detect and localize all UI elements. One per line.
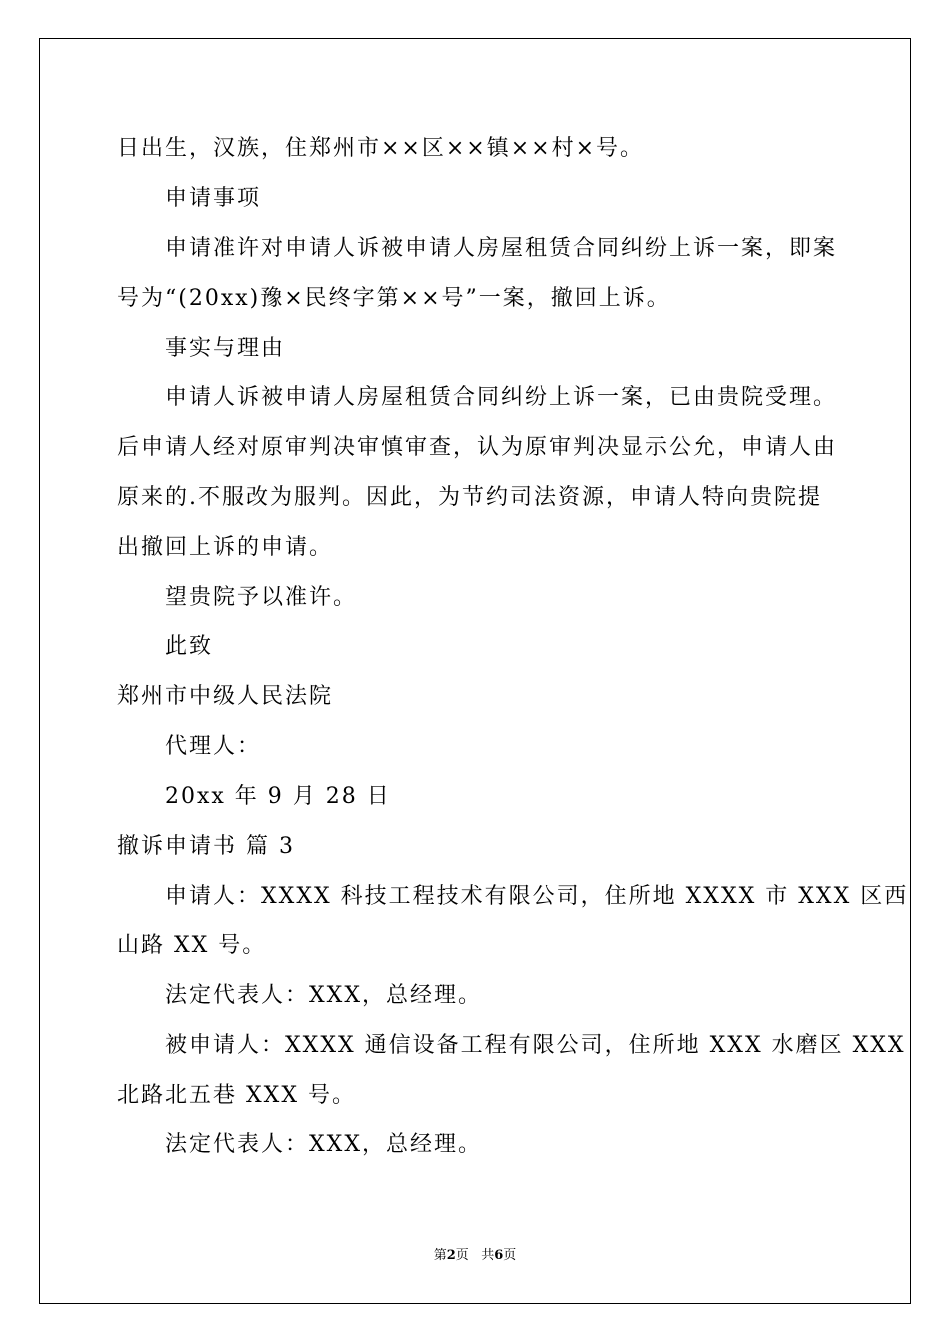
text-line: 申请人诉被申请人房屋租赁合同纠纷上诉一案，已由贵院受理。 [165,385,838,410]
text-line: 号为“(20xx)豫×民终字第××号”一案，撤回上诉。 [117,286,671,311]
footer-total-suffix: 页 [503,1248,517,1263]
text-line: 申请准许对申请人诉被申请人房屋租赁合同纠纷上诉一案，即案 [165,236,838,261]
text-line: 日出生，汉族，住郑州市××区××镇××村×号。 [117,136,645,161]
text-line: 申请人：XXXX 科技工程技术有限公司，住所地 XXXX 市 XXX 区西 [165,884,909,909]
footer-total-prefix: 共 [481,1248,495,1263]
section-heading: 事实与理由 [165,336,286,361]
text-line: 此致 [165,634,214,659]
text-line: 原来的.不服改为服判。因此，为节约司法资源，申请人特向贵院提 [117,485,822,510]
footer-page-suffix: 页 [455,1248,469,1263]
agent-line: 代理人： [165,734,262,759]
text-line: 后申请人经对原审判决审慎审查，认为原审判决显示公允，申请人由 [117,435,838,460]
text-line: 法定代表人：XXX，总经理。 [165,1132,482,1157]
section-heading: 申请事项 [165,186,262,211]
text-line: 山路 XX 号。 [117,933,267,958]
text-line: 出撤回上诉的申请。 [117,535,334,560]
footer-page-prefix: 第 [433,1248,447,1263]
text-line: 北路北五巷 XXX 号。 [117,1083,356,1108]
footer-total-pages: 6 [494,1248,504,1263]
page-border [39,38,911,1304]
section-title: 撤诉申请书 篇 3 [117,834,295,859]
date-line: 20xx 年 9 月 28 日 [165,784,391,809]
footer-page-number: 2 [446,1248,456,1263]
text-line: 法定代表人：XXX，总经理。 [165,983,482,1008]
text-line: 望贵院予以准许。 [165,585,358,610]
recipient-line: 郑州市中级人民法院 [117,684,334,709]
page-footer [0,1247,950,1265]
text-line: 被申请人：XXXX 通信设备工程有限公司，住所地 XXX 水磨区 XXX [165,1033,906,1058]
